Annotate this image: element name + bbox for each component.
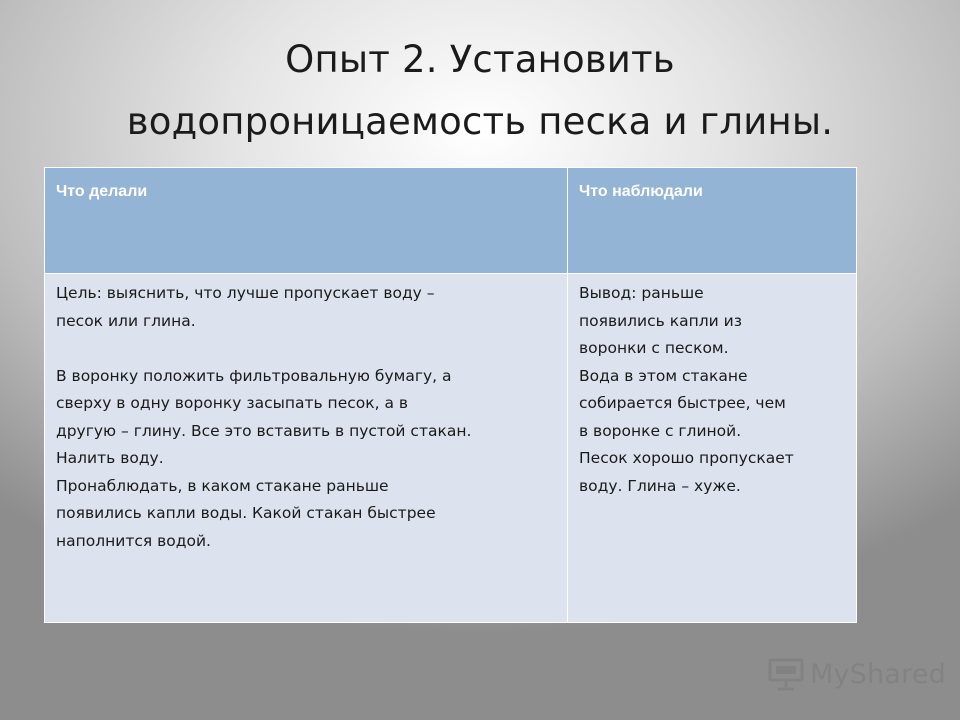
cell-line: появились капли из <box>579 311 742 330</box>
cell-line: наполнится водой. <box>56 531 211 550</box>
cell-line: в воронке с глиной. <box>579 421 742 440</box>
cell-line: воронки с песком. <box>579 339 729 357</box>
cell-line: воду. Глина – хуже. <box>579 476 741 495</box>
table-row <box>45 274 857 623</box>
cell-what-done <box>45 274 568 623</box>
cell-line: Налить воду. <box>56 449 164 467</box>
cell-what-observed <box>568 274 857 623</box>
watermark-logo <box>768 656 946 692</box>
experiment-table <box>44 167 857 623</box>
header-what-done: Что делали <box>45 168 568 274</box>
cell-line: Цель: выяснить, что лучше пропускает воду – <box>56 284 435 302</box>
cell-line: появились капли воды. Какой стакан быстрее <box>56 504 436 522</box>
cell-line: В воронку положить фильтровальную бумагу, а <box>56 366 452 385</box>
cell-line: Пронаблюдать, в каком стакане раньше <box>56 476 389 495</box>
cell-line: песок или глина. <box>56 311 196 330</box>
cell-line: собирается быстрее, чем <box>579 394 786 412</box>
presentation-board-icon <box>768 657 804 691</box>
cell-line: сверху в одну воронку засыпать песок, а в <box>56 394 409 412</box>
title-line-2: водопроницаемость песка и глины. <box>126 99 834 143</box>
watermark-text: MyShared <box>810 658 946 690</box>
cell-line: Вывод: раньше <box>579 284 704 302</box>
cell-line: Песок хорошо пропускает <box>579 449 794 467</box>
slide-title <box>40 29 920 153</box>
table-header-row <box>45 168 857 274</box>
paragraph-gap <box>56 335 559 363</box>
title-line-1: Опыт 2. Установить <box>285 37 675 81</box>
cell-line: Вода в этом стакане <box>579 366 748 385</box>
header-what-observed: Что наблюдали <box>568 168 857 274</box>
cell-line: другую – глину. Все это вставить в пустой стакан. <box>56 421 472 440</box>
